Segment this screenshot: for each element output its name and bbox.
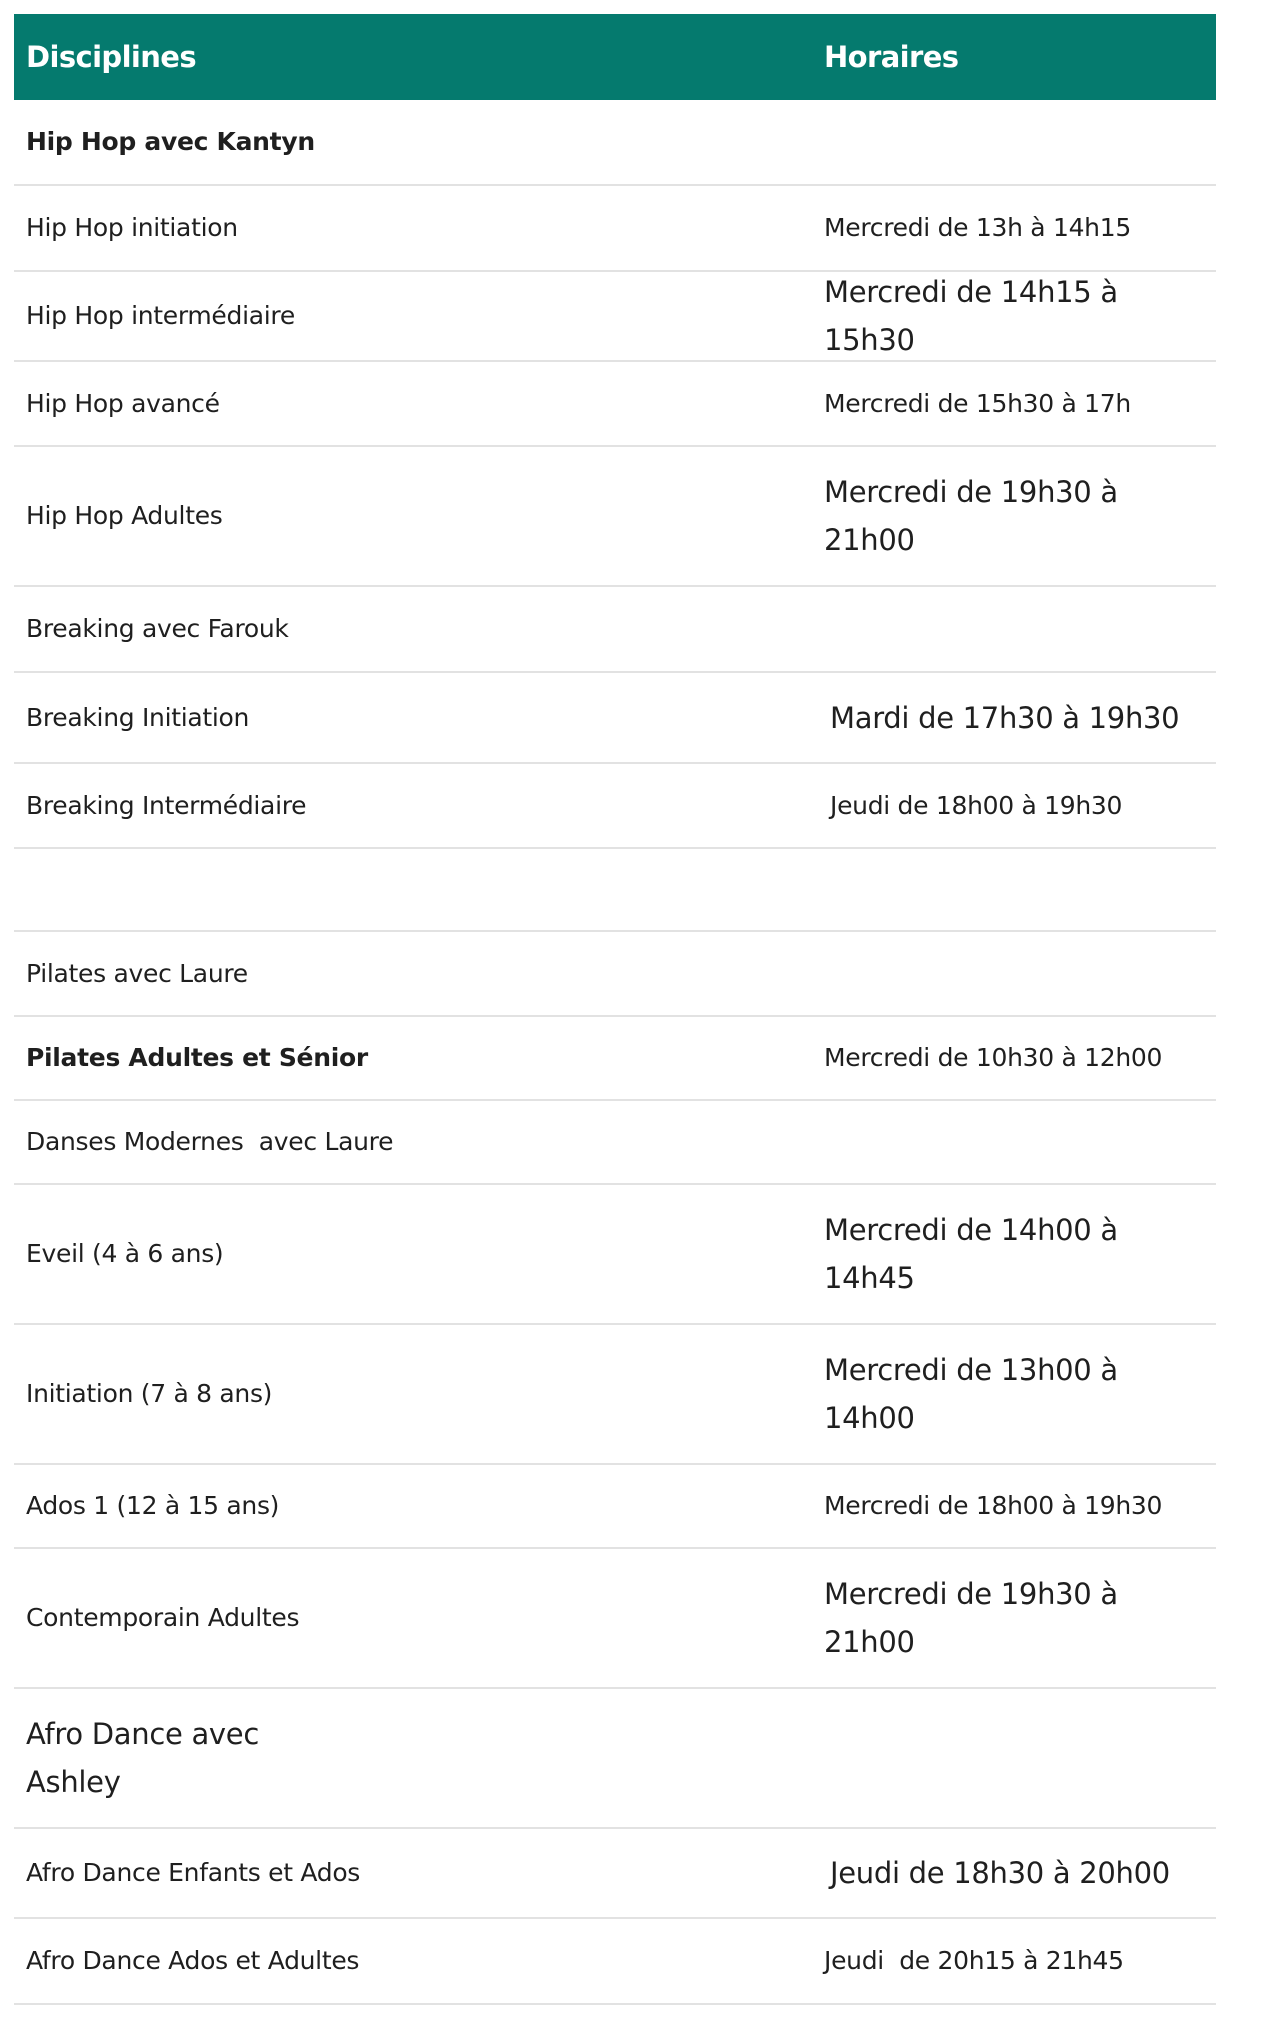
schedule-cell: Mercredi de 19h30 à 21h00 [824, 1577, 1118, 1659]
discipline-cell: Contemporain Adultes [26, 1603, 300, 1632]
table-row [14, 849, 1216, 932]
schedule-cell: Mercredi de 14h00 à 14h45 [824, 1213, 1118, 1295]
discipline-cell: Pilates Adultes et Sénior [26, 1043, 368, 1072]
table-row [14, 272, 1216, 362]
table-header [14, 14, 1216, 100]
table-row [14, 1101, 1216, 1185]
discipline-cell: Pilates avec Laure [26, 958, 248, 988]
schedule-cell: Mercredi de 13h à 14h15 [824, 213, 1131, 242]
table-row [14, 100, 1216, 186]
schedule-cell: Mercredi de 14h15 à 15h30 [824, 275, 1118, 357]
discipline-cell: Breaking avec Farouk [26, 614, 289, 643]
discipline-cell: Ados 1 (12 à 15 ans) [26, 1491, 280, 1520]
schedule-cell: Mercredi de 19h30 à 21h00 [824, 475, 1118, 557]
table-row [14, 362, 1216, 447]
discipline-cell: Hip Hop initiation [26, 213, 238, 242]
table-row [14, 1017, 1216, 1101]
discipline-cell: Hip Hop avancé [26, 388, 220, 418]
header-horaires: Horaires [824, 40, 959, 74]
schedule-cell: Mercredi de 10h30 à 12h00 [824, 1043, 1163, 1072]
discipline-cell: Afro Dance avec Ashley [26, 1717, 259, 1799]
discipline-cell: Afro Dance Ados et Adultes [26, 1946, 360, 1975]
table-row [14, 447, 1216, 587]
discipline-cell: Afro Dance Enfants et Ados [26, 1858, 361, 1887]
discipline-cell: Hip Hop avec Kantyn [26, 127, 315, 156]
table-row [14, 1549, 1216, 1689]
schedule-cell: Jeudi de 20h15 à 21h45 [824, 1946, 1124, 1975]
table-row [14, 932, 1216, 1017]
table-row [14, 1325, 1216, 1465]
schedule-cell: Jeudi de 18h30 à 20h00 [830, 1856, 1170, 1890]
discipline-cell: Breaking Initiation [26, 702, 250, 732]
table-row [14, 1689, 1216, 1829]
discipline-cell: Danses Modernes avec Laure [26, 1127, 394, 1156]
discipline-cell: Eveil (4 à 6 ans) [26, 1239, 224, 1268]
table-row [14, 1919, 1216, 2005]
table-row [14, 186, 1216, 272]
schedule-cell: Mercredi de 15h30 à 17h [824, 388, 1131, 418]
table-row [14, 673, 1216, 764]
discipline-cell: Hip Hop intermédiaire [26, 301, 295, 330]
schedule-cell: Jeudi de 18h00 à 19h30 [830, 790, 1123, 820]
schedule-cell: Mardi de 17h30 à 19h30 [830, 700, 1180, 735]
table-row [14, 587, 1216, 673]
table-row [14, 1829, 1216, 1919]
schedule-cell: Mercredi de 13h00 à 14h00 [824, 1353, 1118, 1435]
schedule-cell: Mercredi de 18h00 à 19h30 [824, 1491, 1163, 1520]
schedule-table [14, 14, 1216, 2005]
header-disciplines: Disciplines [26, 40, 197, 74]
discipline-cell: Initiation (7 à 8 ans) [26, 1379, 273, 1408]
discipline-cell: Hip Hop Adultes [26, 501, 223, 530]
discipline-cell: Breaking Intermédiaire [26, 790, 307, 820]
table-row [14, 764, 1216, 849]
table-row [14, 1185, 1216, 1325]
table-row [14, 1465, 1216, 1549]
